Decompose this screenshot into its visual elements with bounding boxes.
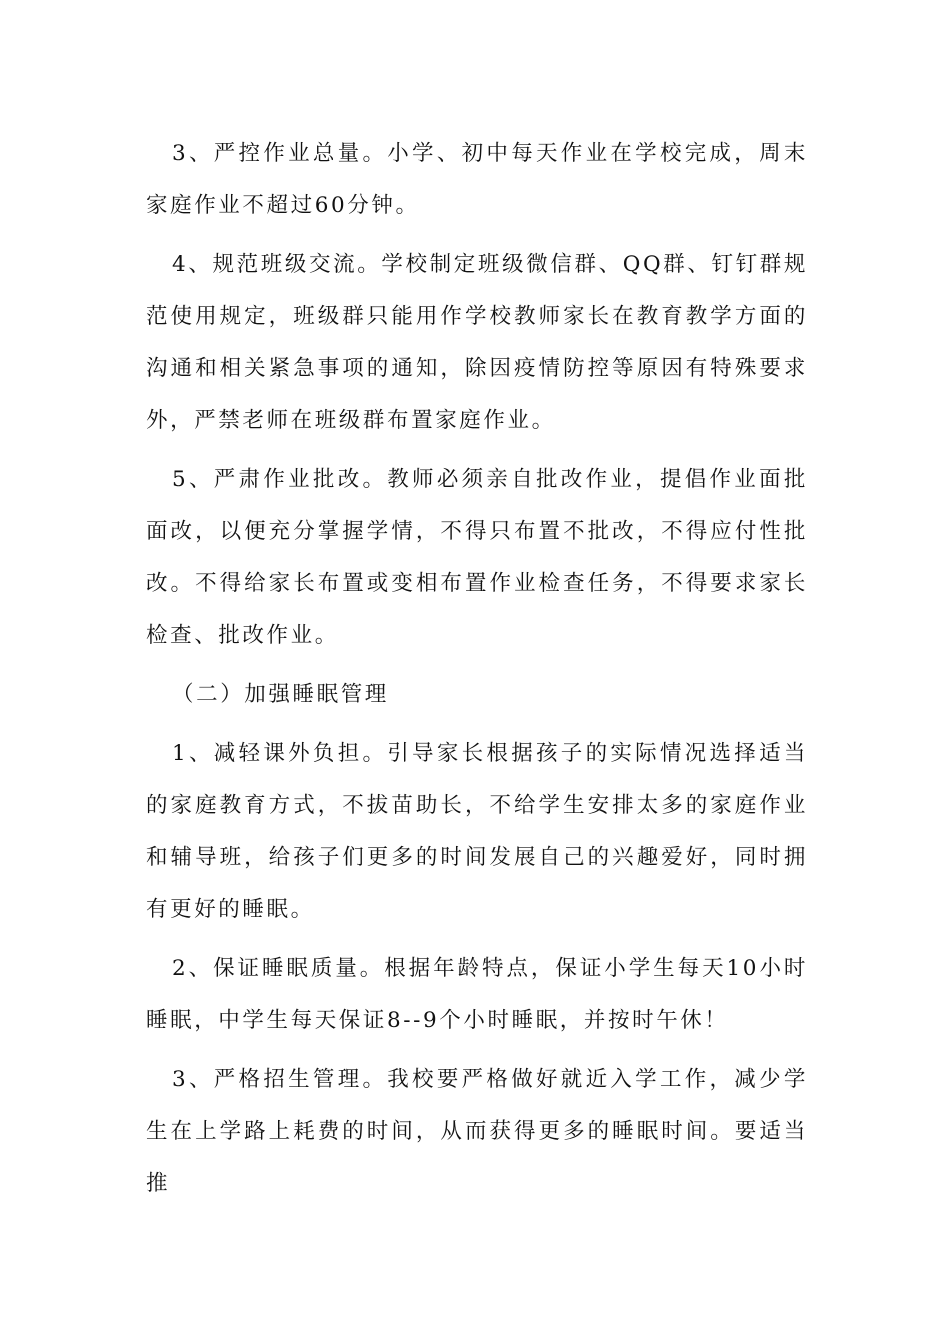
paragraph-homework-correction: 5、严肃作业批改。教师必须亲自批改作业，提倡作业面批面改，以便充分掌握学情，不得只布置不批改，不得应付性批改。不得给家长布置或变相布置作业检查任务，不得要求家长检查、批改作业。 xyxy=(146,467,808,648)
paragraph-sleep-quality: 2、保证睡眠质量。根据年龄特点，保证小学生每天10小时睡眠，中学生每天保证8--9个小时睡眠，并按时午休！ xyxy=(146,956,808,1033)
section-heading-sleep: （二）加强睡眠管理 xyxy=(172,682,389,707)
document-body xyxy=(146,128,808,1217)
paragraph-class-communication: 4、规范班级交流。学校制定班级微信群、QQ群、钉钉群规范使用规定，班级群只能用作学校教师家长在教育教学方面的沟通和相关紧急事项的通知，除因疫情防控等原因有特殊要求外，严禁老师在班级群布置家庭作业。 xyxy=(146,252,808,433)
paragraph-enrollment: 3、严格招生管理。我校要严格做好就近入学工作，减少学生在上学路上耗费的时间，从而获得更多的睡眠时间。要适当推 xyxy=(146,1067,808,1196)
paragraph-reduce-burden: 1、减轻课外负担。引导家长根据孩子的实际情况选择适当的家庭教育方式，不拔苗助长，不给学生安排太多的家庭作业和辅导班，给孩子们更多的时间发展自己的兴趣爱好，同时拥有更好的睡眠。 xyxy=(146,741,808,922)
paragraph-homework-total: 3、严控作业总量。小学、初中每天作业在学校完成，周末家庭作业不超过60分钟。 xyxy=(146,141,808,218)
